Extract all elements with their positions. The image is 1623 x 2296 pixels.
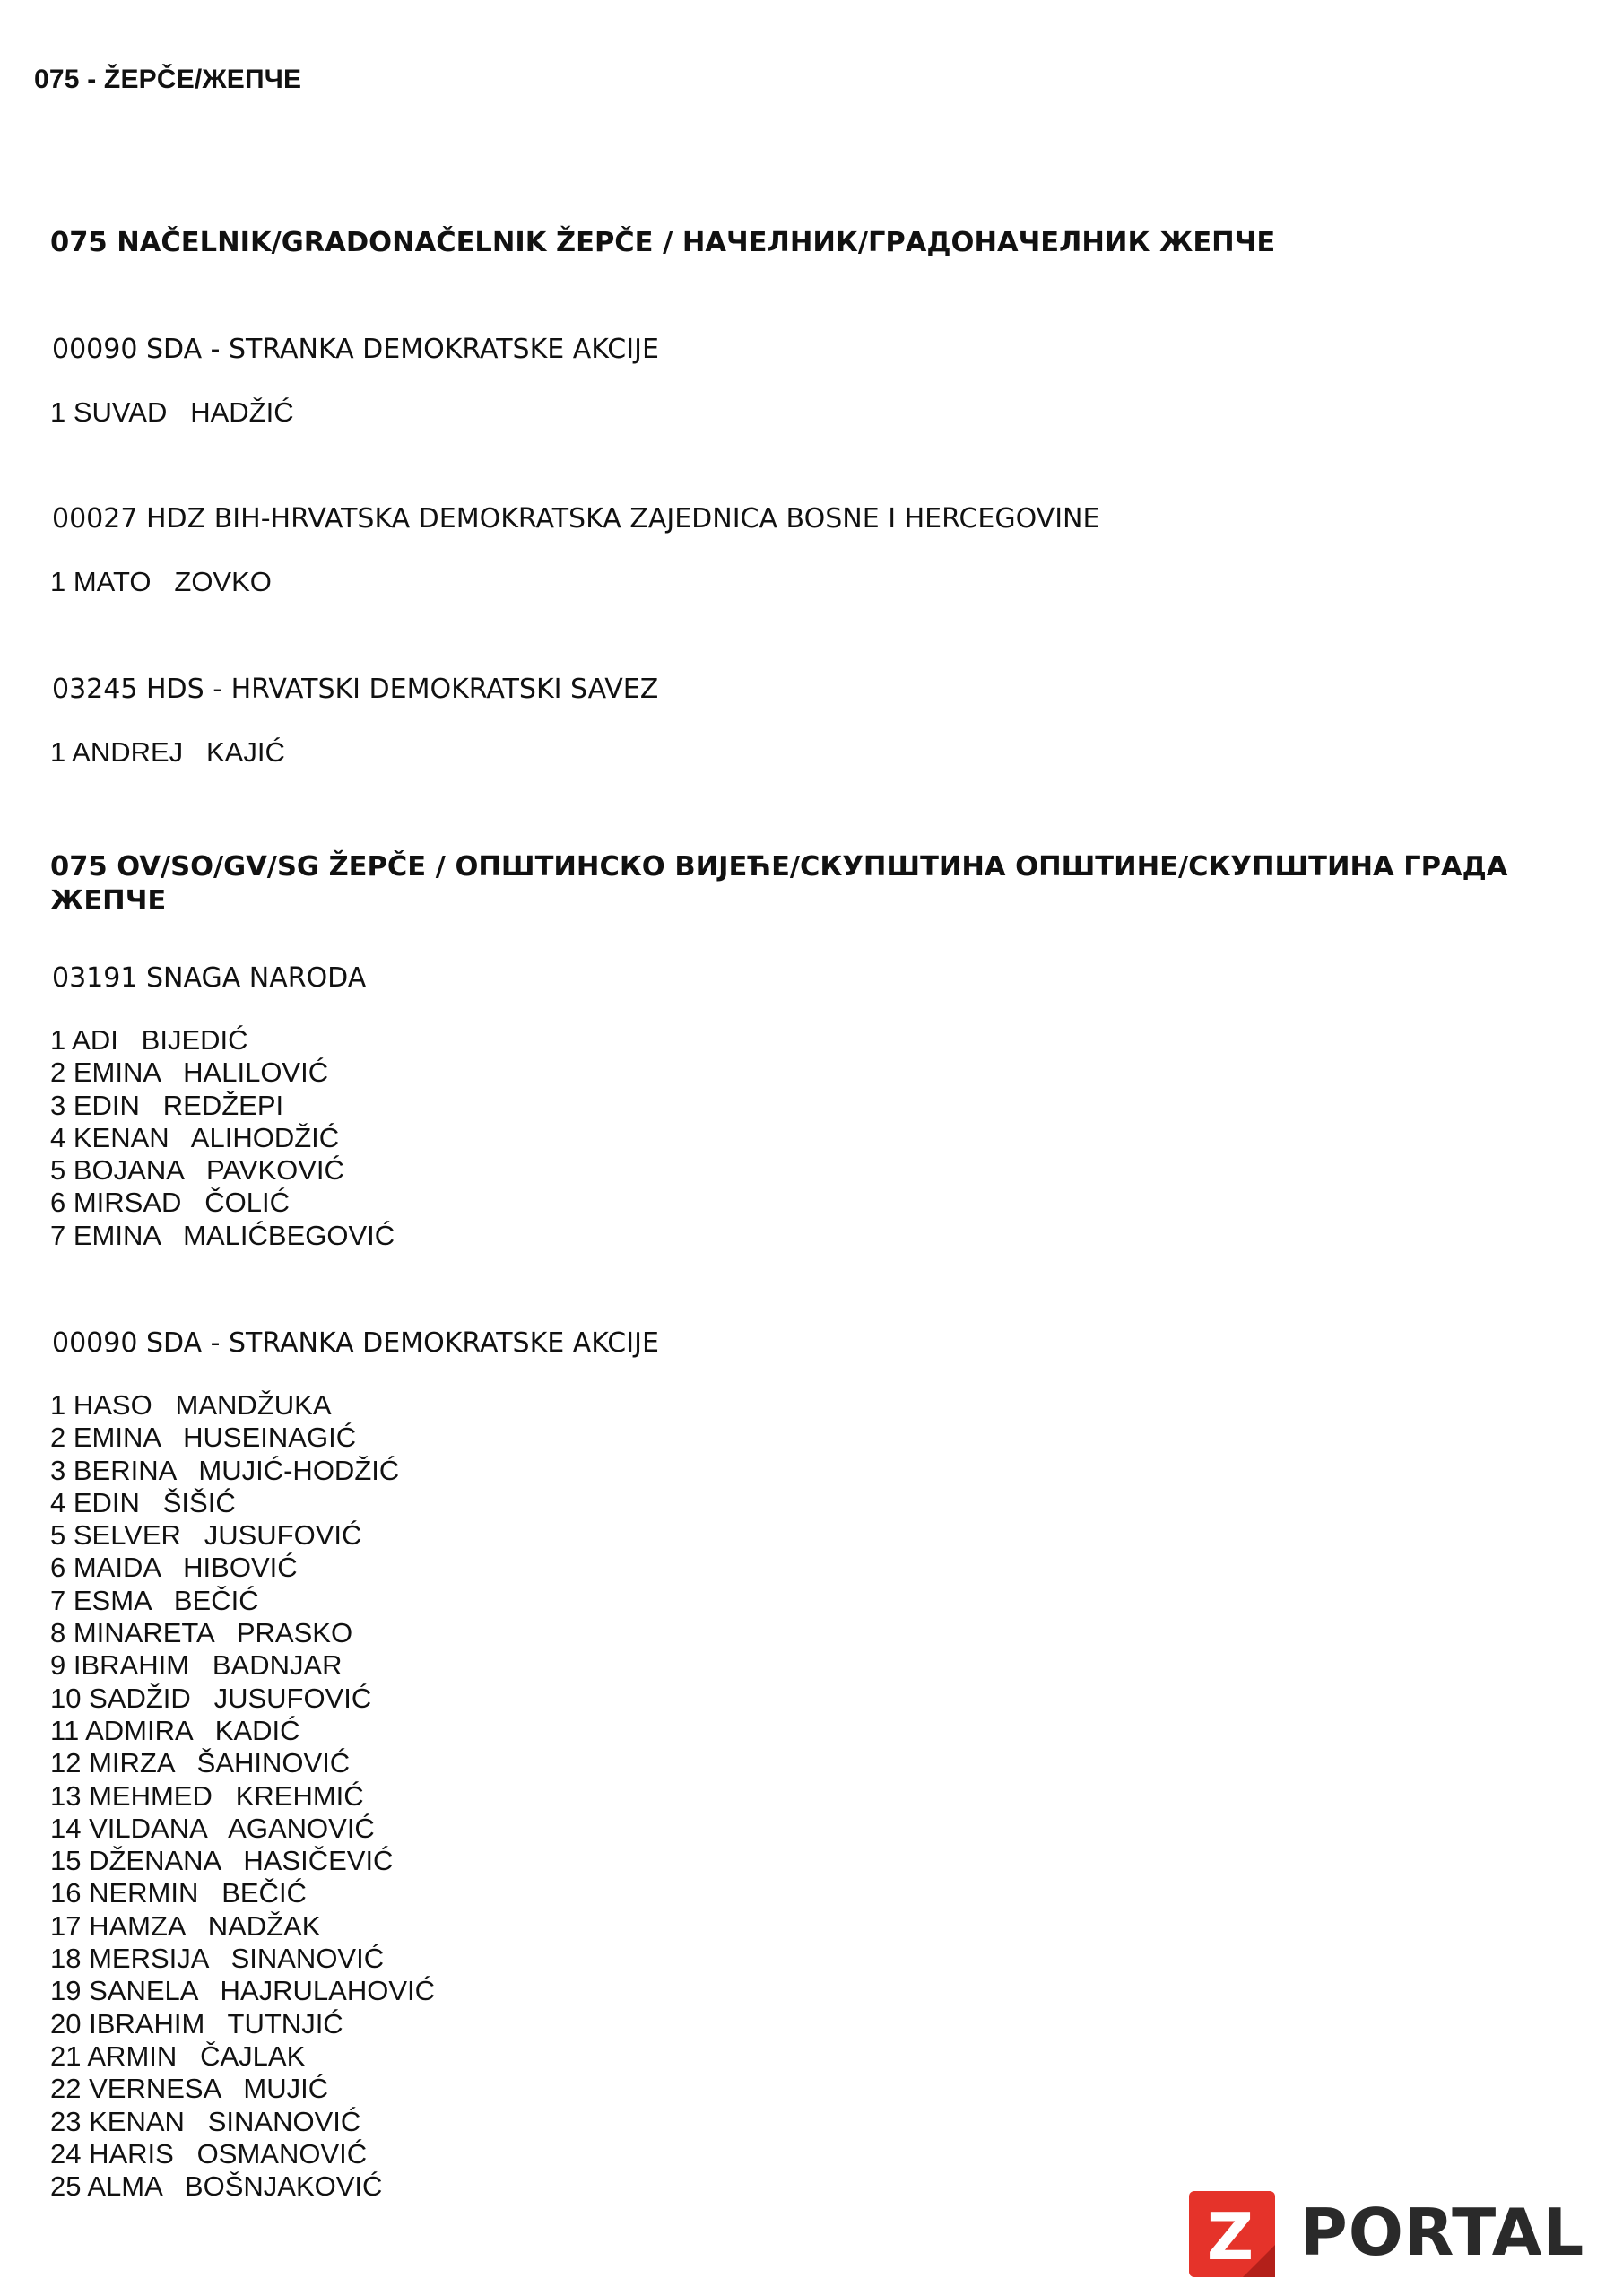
candidate-name: 12 MIRZA ŠAHINOVIĆ: [50, 1747, 351, 1779]
party-name: 00090 SDA - STRANKA DEMOKRATSKE AKCIJE: [52, 1327, 659, 1359]
document-header: 075 - ŽEPČE/ЖЕПЧЕ: [34, 65, 302, 94]
candidate-name: 1 MATO ZOVKO: [50, 566, 272, 597]
candidate-name: 3 BERINA MUJIĆ-HODŽIĆ: [50, 1454, 400, 1486]
party-name: 03245 HDS - HRVATSKI DEMOKRATSKI SAVEZ: [52, 674, 659, 705]
candidate-name: 13 MEHMED KREHMIĆ: [50, 1779, 364, 1812]
candidate-name: 1 SUVAD HADŽIĆ: [50, 396, 294, 428]
candidate-name: 10 SADŽID JUSUFOVIĆ: [50, 1682, 372, 1714]
candidate-name: 2 EMINA HALILOVIĆ: [50, 1057, 329, 1089]
candidate-name: 23 KENAN SINANOVIĆ: [50, 2105, 361, 2137]
candidate-name: 1 ANDREJ KAJIĆ: [50, 736, 285, 768]
party-name: 03191 SNAGA NARODA: [52, 962, 367, 994]
candidate-name: 8 MINARETA PRASKO: [50, 1617, 353, 1649]
candidate-name: 15 DŽENANA HASIČEVIĆ: [50, 1845, 394, 1877]
candidate-name: 17 HAMZA NADŽAK: [50, 1909, 321, 1942]
candidate-name: 19 SANELA HAJRULAHOVIĆ: [50, 1975, 435, 2007]
logo-text: PORTAL: [1300, 2195, 1585, 2270]
candidate-name: 16 NERMIN BEČIĆ: [50, 1877, 307, 1909]
candidate-name: 1 ADI BIJEDIĆ: [50, 1024, 248, 1056]
candidate-name: 2 EMINA HUSEINAGIĆ: [50, 1422, 357, 1454]
party-name: 00090 SDA - STRANKA DEMOKRATSKE AKCIJE: [52, 334, 659, 365]
z-portal-logo: [1189, 2191, 1585, 2281]
candidate-name: 6 MIRSAD ČOLIĆ: [50, 1187, 290, 1219]
candidate-name: 11 ADMIRA KADIĆ: [50, 1714, 300, 1746]
section-title-council: 075 OV/SO/GV/SG ŽEPČE / ОПШТИНСКО ВИЈЕЋЕ/СКУПШТИНА ОПШТИНЕ/СКУПШТИНА ГРАДА ЖЕПЧЕ: [50, 851, 1508, 917]
candidate-name: 3 EDIN REDŽEPI: [50, 1089, 284, 1121]
candidate-list: [50, 1024, 395, 1252]
candidate-name: 5 SELVER JUSUFOVIĆ: [50, 1519, 362, 1552]
candidate-name: 9 IBRAHIM BADNJAR: [50, 1649, 343, 1682]
party-name: 00027 HDZ BIH-HRVATSKA DEMOKRATSKA ZAJEDNICA BOSNE I HERCEGOVINE: [52, 503, 1100, 535]
candidate-name: 14 VILDANA AGANOVIĆ: [50, 1812, 375, 1844]
candidate-name: 18 MERSIJA SINANOVIĆ: [50, 1943, 385, 1975]
candidate-name: 7 ESMA BEČIĆ: [50, 1584, 259, 1616]
candidate-name: 1 HASO MANDŽUKA: [50, 1389, 332, 1421]
candidate-list: [50, 1389, 435, 2203]
candidate-name: 4 EDIN ŠIŠIĆ: [50, 1486, 236, 1518]
candidate-name: 25 ALMA BOŠNJAKOVIĆ: [50, 2170, 383, 2203]
candidate-name: 5 BOJANA PAVKOVIĆ: [50, 1154, 344, 1187]
candidate-name: 24 HARIS OSMANOVIĆ: [50, 2137, 368, 2170]
candidate-name: 7 EMINA MALIĆBEGOVIĆ: [50, 1219, 395, 1251]
candidate-name: 21 ARMIN ČAJLAK: [50, 2039, 306, 2072]
candidate-name: 4 KENAN ALIHODŽIĆ: [50, 1121, 340, 1153]
candidate-name: 20 IBRAHIM TUTNJIĆ: [50, 2007, 343, 2039]
candidate-name: 22 VERNESA MUJIĆ: [50, 2073, 329, 2105]
section-title-mayor: 075 NAČELNIK/GRADONAČELNIK ŽEPČE / НАЧЕЛНИК/ГРАДОНАЧЕЛНИК ЖЕПЧЕ: [50, 227, 1276, 258]
z-logo-icon: [1189, 2191, 1275, 2277]
candidate-name: 6 MAIDA HIBOVIĆ: [50, 1552, 298, 1584]
logo-letter: Z: [1206, 2199, 1254, 2274]
